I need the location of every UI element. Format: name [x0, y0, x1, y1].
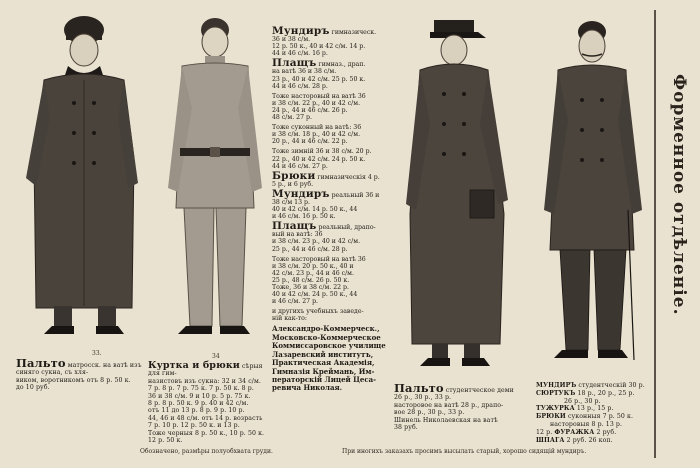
price-block-heading: Плащъ	[272, 220, 317, 233]
item-name: ТУЖУРКА	[536, 405, 575, 413]
price-block	[272, 256, 390, 306]
divider-rule	[654, 10, 656, 458]
price-column	[272, 25, 390, 396]
caption-line: 7 р. 8 р. 7 р. 75 к. 7 р. 50 к. 8 р.	[148, 385, 254, 393]
figure-boy-jacket	[160, 8, 270, 353]
price-block	[272, 25, 390, 58]
price-line: и 38 с/м. 22 р., 40 и 42 с/м.	[272, 99, 361, 107]
price-block	[272, 220, 390, 253]
caption-line: 8 р. 8 р. 50 к. 9 р. 40 и 42 с/м.	[148, 400, 249, 408]
price-block	[272, 325, 390, 392]
figure-number: 33.	[92, 350, 102, 357]
price-line: 25 р., 44 и 46 с/м. 28 р.	[272, 245, 348, 253]
price-line: 25 р., 48 с/м. 26 р. 50 к.	[272, 276, 350, 284]
caption-student-uniform	[536, 382, 654, 444]
figure-student-frockcoat	[530, 10, 650, 380]
price-block-heading: Мундиръ	[272, 187, 330, 200]
price-line: 22 р., 40 и 42 с/м. 24 р. 50 к.	[272, 155, 366, 163]
price-line: и 46 с/м. 27 р.	[272, 298, 318, 306]
caption-line: Тоже черныя 8 р. 50 к., 10 р. 50 к.	[148, 429, 265, 437]
item-price: суконныя 7 р. 50 к.	[565, 413, 634, 421]
price-line: 44 и 46 с/м. 28 р.	[272, 82, 328, 90]
price-block-heading: Плащъ	[272, 57, 317, 70]
item-price: 2 руб. 26 коп.	[564, 436, 613, 444]
caption-line: насторовое на ватѣ 28 р., драпо-	[394, 401, 504, 409]
item-price: насторовыя 8 р. 13 р.	[550, 420, 623, 428]
price-line: и 38 с/м. 18 р., 40 и 42 с/м.	[272, 131, 361, 139]
caption-line: 44, 46 и 48 с/м. отъ 14 р. возрасть	[148, 414, 263, 422]
price-line: 36 и 38 с/м.	[272, 36, 311, 44]
price-line: 12 р. 50 к., 40 и 42 с/м. 14 р.	[272, 43, 366, 51]
caption-coat	[16, 356, 154, 392]
caption-line: 36 и 38 с/м. 9 и 10 р. 5 р. 75 к.	[148, 392, 251, 400]
item-price: студентческій 30 р.	[576, 382, 645, 389]
price-line: Тоже зимній 36 и 38 с/м. 20 р.	[272, 148, 372, 156]
price-block	[272, 308, 390, 322]
caption-line: виком, воротникомъ отъ 8 р. 50 к.	[16, 376, 131, 384]
caption-title: Пальто	[394, 381, 444, 395]
caption-line: вое 28 р., 30 р., 33 р.	[394, 409, 465, 417]
caption-line: назистовъ изъ сукна: 32 и 34 с/м.	[148, 377, 261, 385]
price-line: Тоже насторовый на ватѣ 36	[272, 255, 366, 263]
caption-line: синяго сукна, съ хля-	[16, 369, 89, 377]
item-name: ШПАГА	[536, 436, 565, 444]
price-line: Лазаревский институтъ,	[272, 349, 374, 359]
item-name: МУНДИРЪ	[536, 382, 577, 389]
price-line: реальный, драпо-	[318, 224, 376, 232]
price-line: Тоже насторовый на ватѣ 36	[272, 92, 366, 100]
price-line: и 46 с/м. 16 р. 50 к.	[272, 213, 336, 221]
price-line: 5 р., и 6 руб.	[272, 180, 314, 188]
figure-boy-coat	[14, 8, 144, 353]
caption-line: отъ 11 до 13 р. 8 р. 9 р. 10 р.	[148, 407, 245, 415]
item-name: СЮРТУКЪ	[536, 389, 576, 397]
price-block	[272, 124, 390, 145]
caption-line: до 10 руб.	[16, 384, 50, 392]
price-line: гимназ., драп.	[318, 61, 366, 69]
caption-line: 7 р. 10 р. 12 р. 50 к. и 13 р.	[148, 422, 240, 430]
price-line: гимназическія 4 р.	[317, 173, 380, 181]
item-name: БРЮКИ	[536, 413, 566, 421]
item-name: ФУРАЖКА	[554, 428, 595, 436]
price-line: и 38 с/м. 20 р. 50 к., 40 и	[272, 262, 354, 270]
price-line: ператорскій Лицей Цеса-	[272, 374, 377, 384]
price-line: ревича Николая.	[272, 383, 343, 393]
caption-line: 26 р., 30 р., 33 р.	[394, 394, 452, 402]
price-line: Практическая Академія,	[272, 358, 375, 368]
price-line: реальный 36 и	[331, 191, 380, 199]
price-line: 20 р., 44 и 46 с/м. 22 р.	[272, 138, 348, 146]
price-line: Коммиссаровское училище	[272, 341, 386, 351]
price-line: 23 р., 40 и 42 с/м. 25 р. 50 к.	[272, 75, 366, 83]
price-line: Тоже, 36 и 38 с/м. 22 р.	[272, 284, 349, 291]
price-block	[272, 148, 390, 169]
item-price: 12 р.	[536, 428, 555, 436]
caption-student-coat	[394, 381, 530, 432]
price-line: 44 и 46 с/м. 27 р.	[272, 162, 328, 170]
caption-title: Пальто	[16, 356, 66, 370]
caption-line: матросск. на ватѣ изъ	[67, 362, 142, 369]
footer-note-left: Обозначено, размѣры полуобхвата груди.	[140, 448, 273, 455]
price-line: 40 и 42 с/м. 24 р. 50 к., 44	[272, 291, 358, 299]
price-block	[272, 57, 390, 90]
price-line: 48 с/м. 27 р.	[272, 114, 312, 122]
price-line: 40 и 42 с/м. 14 р. 50 к., 44	[272, 206, 358, 214]
price-block-heading: Брюки	[272, 169, 316, 182]
price-line: ній как-то:	[272, 315, 307, 323]
caption-title: Куртка и брюки	[148, 360, 240, 371]
figure-number: 34	[212, 353, 220, 360]
footer-note-right: При иногихъ заказахъ просимъ высылать старый, хорошо сидящій мундиръ.	[342, 448, 587, 455]
price-line: Тоже суконный на ватѣ: 36	[272, 124, 362, 132]
item-price: 26 р., 30 р.	[564, 397, 601, 405]
price-line: 42 с/м. 23 р., 44 и 46 с/м.	[272, 269, 354, 277]
price-line: Гимназія Креймань, Им-	[272, 366, 375, 376]
item-price: 18 р., 20 р., 25 р.	[575, 389, 635, 397]
price-block	[272, 187, 390, 221]
item-price: 13 р., 15 р.	[574, 405, 614, 413]
price-line: Московско-Коммерческое	[272, 332, 381, 342]
item-price: 2 руб.	[594, 428, 617, 436]
price-block	[272, 93, 390, 121]
caption-line: Шинель Николаевская на ватѣ	[394, 416, 498, 424]
price-line: 24 р., 44 и 46 с/м. 26 р.	[272, 106, 348, 114]
caption-line: студентческое деми	[445, 387, 514, 394]
caption-line: 12 р. 50 к.	[148, 437, 183, 445]
price-line: 44 и 46 с/м. 16 р.	[272, 50, 328, 58]
caption-line: 38 руб.	[394, 424, 418, 432]
price-line: и другихъ учебныхъ заведе-	[272, 308, 364, 316]
section-title: Форменное отдѣленіе.	[669, 74, 689, 316]
price-line: гимназическ.	[331, 29, 377, 36]
price-line: 38 с/м 13 р.	[272, 198, 310, 206]
price-block	[272, 169, 390, 188]
price-block-heading: Мундиръ	[272, 25, 330, 37]
price-line: вый на ватѣ: 36	[272, 231, 323, 239]
caption-jacket	[148, 362, 270, 444]
price-line: и 38 с/м. 23 р., 40 и 42 с/м.	[272, 238, 361, 246]
price-line: на ватѣ 36 и 38 с/м.	[272, 68, 337, 76]
figure-student-coat	[400, 14, 520, 384]
price-line: Александро-Коммерческ.,	[272, 324, 380, 334]
caption-suffix: сѣрыя для гим-	[148, 363, 263, 378]
